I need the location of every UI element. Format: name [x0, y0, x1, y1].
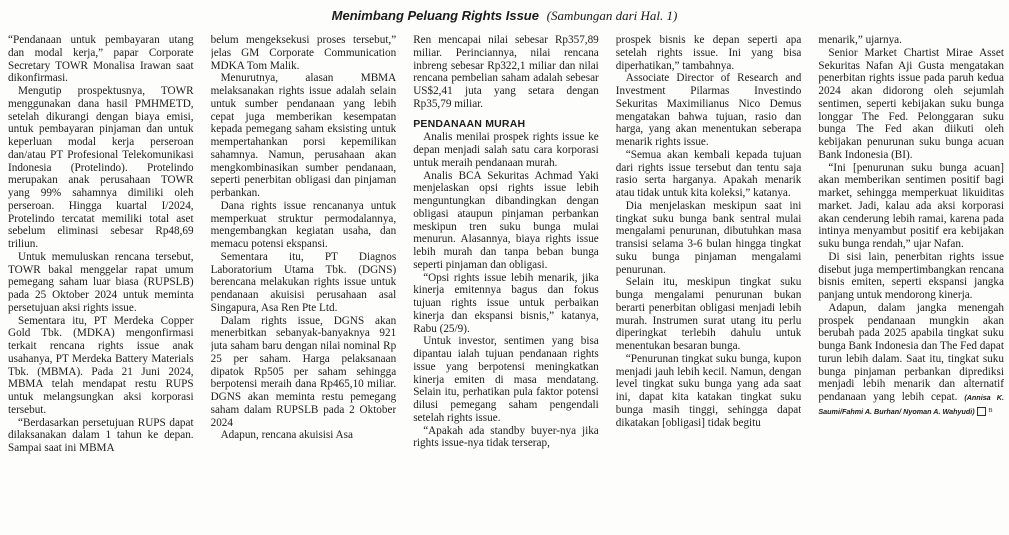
- section-subhead: PENDANAAN MURAH: [413, 117, 526, 130]
- paragraph: Di sisi lain, penerbitan rights issue disebut juga mempertimbangkan rencana bisnis emiten, seperti ekspansi jangka panjang untuk mendorong kinerja.: [818, 250, 1004, 301]
- paragraph: belum mengeksekusi proses tersebut,” jelas GM Corporate Communication MDKA Tom Malik.: [210, 34, 397, 72]
- paragraph: “Apakah ada standby buyer-nya jika rights issue-nya tidak terserap,: [413, 424, 599, 450]
- paragraph: Selain itu, meskipun tingkat suku bunga mengalami penurunan bukan berarti penerbitan obligasi menjadi lebih murah. Instrumen surat utang itu perlu diperingkat terlebih dahulu untuk menentukan besaran bunga.: [615, 276, 802, 352]
- column-2: [211, 34, 397, 532]
- column-4: [616, 34, 802, 532]
- author-byline: (Annisa K. Saumi/Fahmi A. Burhan/ Nyoman A. Wahyudi): [818, 393, 1004, 416]
- paragraph: Adapun, rencana akuisisi Asa: [220, 429, 353, 442]
- paragraph-last: [818, 302, 1004, 419]
- paragraph: Ren mencapai nilai sebesar Rp357,89 miliar. Perinciannya, nilai rencana inbreng sebesar Rp322,1 miliar dan nilai rencana pembelian saham adalah sebesar US$2,41 juta yang setara dengan Rp35,79 miliar.: [413, 34, 599, 110]
- column-1: [8, 34, 194, 532]
- end-of-article-mark: B: [977, 407, 986, 416]
- paragraph: “Semua akan kembali kepada tujuan dari rights issue tersebut dan tentu saja rasio serta harganya. Apakah menarik atau tidak untuk kita koleksi,” katanya.: [615, 148, 802, 199]
- paragraph-text: Adapun, dalam jangka menengah prospek pendanaan mungkin akan berubah pada 2025 apabila tingkat suku bunga Bank Indonesia dan The Fed dapat turun lebih dalam. Saat itu, tingkat suku bunga pinjaman perbankan diprediksi menjadi lebih menarik dan alternatif pendanaan yang lebih cepat.: [818, 301, 1004, 403]
- paragraph: “Berdasarkan persetujuan RUPS dapat dilaksanakan dalam 1 tahun ke depan. Sampai saat ini MBMA: [8, 416, 194, 454]
- paragraph: Analis menilai prospek rights issue ke depan menjadi salah satu cara korporasi untuk meraih pendanaan murah.: [413, 131, 599, 169]
- article-columns: [8, 34, 1004, 532]
- paragraph: “Ini [penurunan suku bunga acuan] akan memberikan sentimen positif bagi market, sehingga memperkuat likuiditas market. Jadi, kalau ada aksi korporasi akan cenderung lebih ramai, karena pada intinya menyambut positif era kebijakan suku bunga rendah,” ujar Nafan.: [818, 161, 1004, 250]
- paragraph: “Pendanaan untuk pembayaran utang dan modal kerja,” papar Corporate Secretary TOWR Monalisa Irawan saat dikonfirmasi.: [8, 34, 194, 85]
- paragraph: “Opsi rights issue lebih menarik, jika kinerja emitennya bagus dan fokus tujuan rights issue untuk perbaikan kinerja dan ekspansi bisnis,” katanya, Rabu (25/9).: [413, 271, 599, 335]
- column-5: [818, 34, 1004, 532]
- paragraph: Menurutnya, alasan MBMA melaksanakan rights issue adalah selain untuk sumber pendanaan yang lebih cepat juga memberikan kesempatan kepada pemegang saham eksisting untuk mempertahankan porsi kepemilikan sahamnya. Namun, perusahaan akan mengkombinasikan sumber pendanaan, seperti penerbitan obligasi dan pinjaman perbankan.: [210, 72, 397, 199]
- paragraph: Senior Market Chartist Mirae Asset Sekuritas Nafan Aji Gusta mengatakan penerbitan rights issue pada paruh kedua 2024 akan didorong oleh sejumlah sentimen, seperti kebijakan suku bunga longgar The Fed. Pelonggaran suku bunga The Fed akan diikuti oleh kebijakan penurunan suku bunga acuan Bank Indonesia (BI).: [818, 46, 1004, 161]
- paragraph: Associate Director of Research and Investment Pilarmas Investindo Sekuritas Maximilianus Nico Demus mengatakan bahwa tujuan, rasio dan harga, yang akan menentukan seberapa menarik rights issue.: [615, 72, 802, 148]
- paragraph: menarik,” ujarnya.: [818, 34, 902, 46]
- paragraph: Untuk investor, sentimen yang bisa dipantau ialah tujuan pendanaan rights issue yang berpotensi meningkatkan kinerja emiten di masa mendatang. Selain itu, perhatikan pula faktor potensi dilusi pemegang saham pengendali setelah rights issue.: [413, 335, 599, 424]
- paragraph: Dana rights issue rencananya untuk memperkuat struktur permodalannya, mengembangkan kegiatan usaha, dan memacu potensi ekspansi.: [210, 199, 397, 250]
- paragraph: Dia menjelaskan meskipun saat ini tingkat suku bunga bank sentral mulai mengalami penurunan, dibutuhkan masa transisi selama 3-6 bulan hingga tingkat suku bunga pinjaman mengalami penurunan.: [615, 199, 802, 276]
- article-title-bar: [0, 8, 1009, 24]
- paragraph: Untuk memuluskan rencana tersebut, TOWR bakal menggelar rapat umum pemegang saham luar biasa (RUPSLB) pada 25 Oktober 2024 untuk meminta persetujuan aksi rights issue.: [8, 250, 194, 314]
- paragraph: Sementara itu, PT Merdeka Copper Gold Tbk. (MDKA) mengonfirmasi terkait rencana rights issue anak usahanya, PT Merdeka Battery Materials Tbk. (MBMA). Pada 21 Juni 2024, MBMA telah mendapat restu RUPS untuk melangsungkan aksi korporasi tersebut.: [8, 314, 194, 416]
- paragraph: Analis BCA Sekuritas Achmad Yaki menjelaskan opsi rights issue lebih menguntungkan dibandingkan dengan obligasi ataupun pinjaman perbankan meskipun tren suku bunga mulai menurun. Alasannya, biaya rights issue lebih murah dan tanpa beban bunga seperti pinjaman dan obligasi.: [413, 169, 599, 271]
- paragraph: “Penurunan tingkat suku bunga, kupon menjadi jauh lebih kecil. Namun, dengan level tingkat suku bunga yang ada saat ini, dapat kita katakan tingkat suku bunga masih tinggi, sehingga dapat dikatakan [obligasi] tidak begitu: [615, 352, 802, 429]
- column-3: [413, 34, 599, 532]
- paragraph: prospek bisnis ke depan seperti apa setelah rights issue. Ini yang bisa diperhatikan,” tambahnya.: [615, 34, 802, 72]
- paragraph: Sementara itu, PT Diagnos Laboratorium Utama Tbk. (DGNS) berencana melakukan rights issue untuk pendanaan akuisisi perusahaan asal Singapura, Asa Ren Pte Ltd.: [210, 250, 397, 314]
- continuation-note: (Sambungan dari Hal. 1): [546, 8, 678, 23]
- paragraph: Dalam rights issue, DGNS akan menerbitkan sebanyak-banyaknya 921 juta saham baru dengan nilai nominal Rp 25 per saham. Harga pelaksanaan dipatok Rp505 per saham sehingga berpotensi meraih dana Rp465,10 miliar. DGNS akan meminta restu pemegang saham dalam RUPSLB pada 2 Oktober 2024: [210, 314, 397, 429]
- article-title: Menimbang Peluang Rights Issue: [331, 8, 539, 23]
- paragraph: Mengutip prospektusnya, TOWR menggunakan dana hasil PMHMETD, setelah dikurangi dengan biaya emisi, untuk pembayaran pinjaman dan untuk keperluan modal kerja perseroan dan/atau PT Profesional Telekomunikasi Indonesia (Protelindo). Protelindo merupakan anak perusahaan TOWR yang 99% sahamnya dimiliki oleh perseroan. Hingga kuartal I/2024, Protelindo tercatat memiliki total aset sebelum eliminasi sebesar Rp48,69 triliun.: [8, 85, 194, 250]
